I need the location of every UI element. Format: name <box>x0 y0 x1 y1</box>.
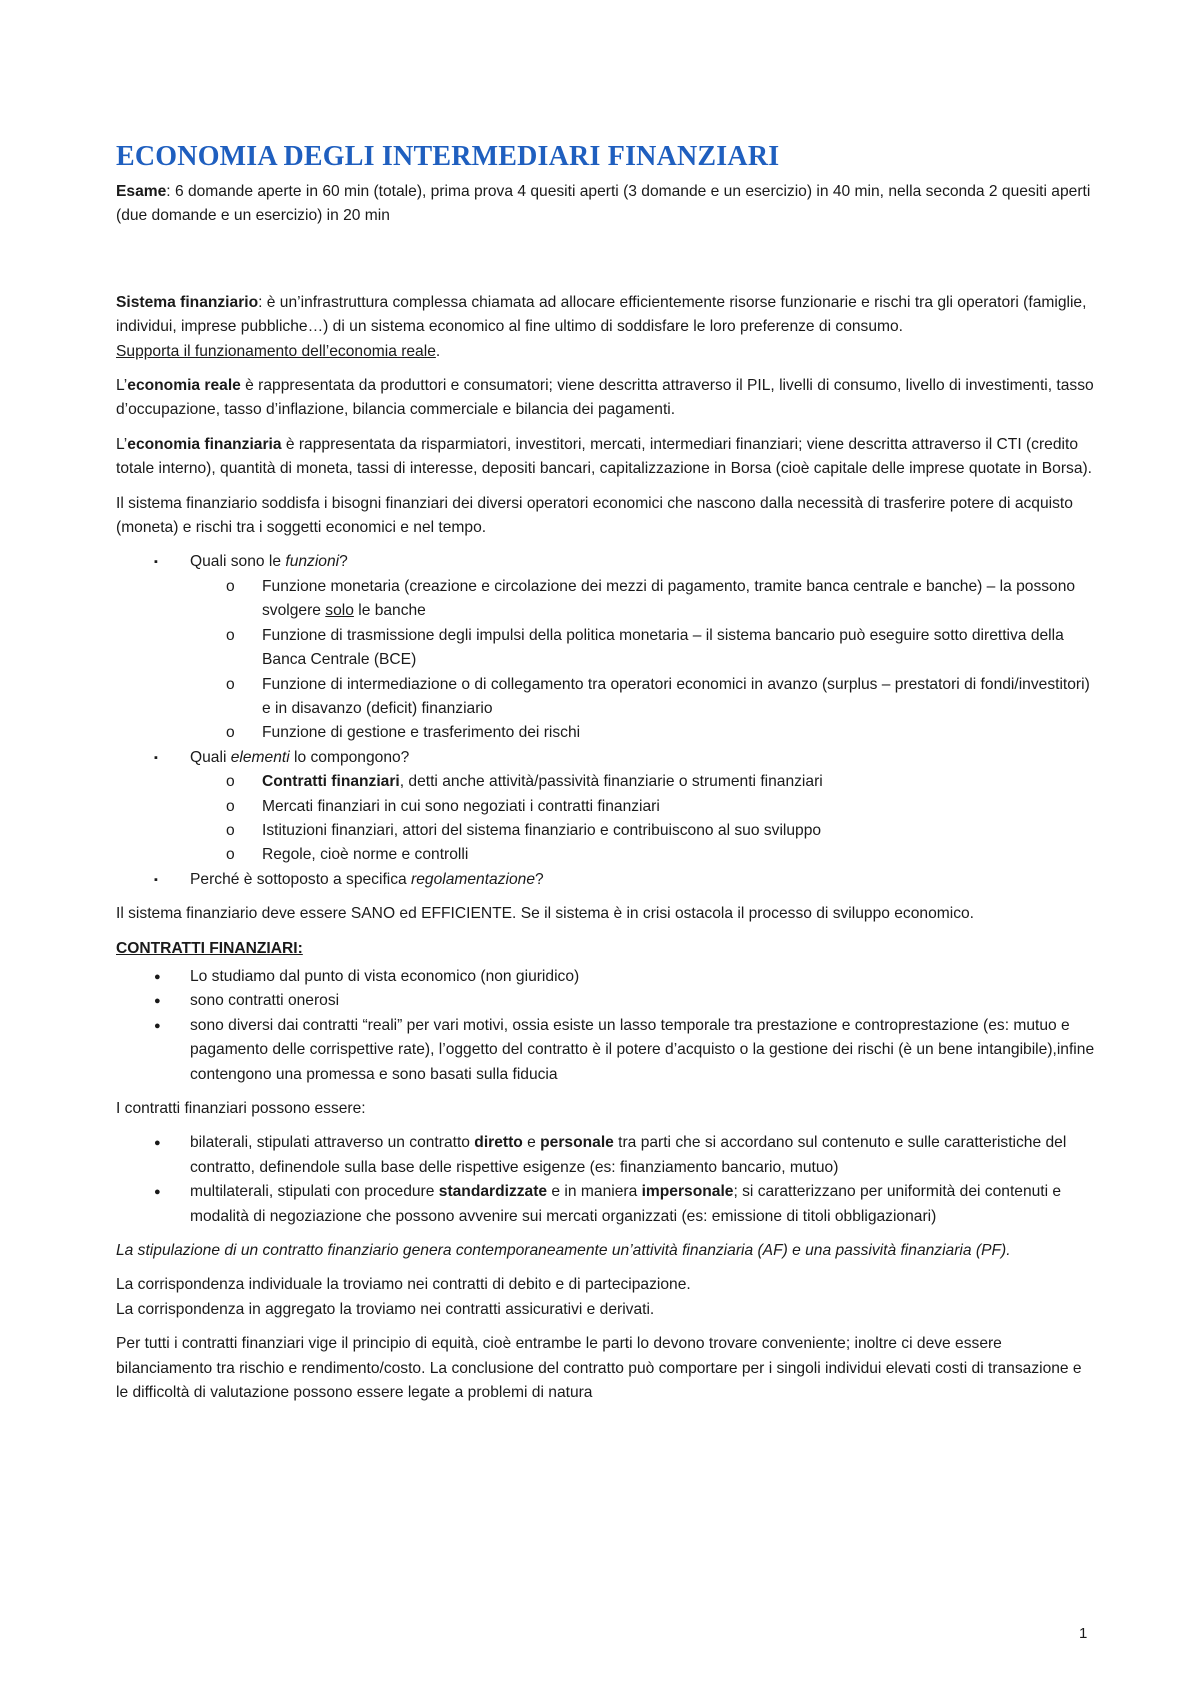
underlined-phrase: Supporta il funzionamento dell’economia reale <box>116 342 436 360</box>
contratti-list <box>116 965 1096 1087</box>
square-bullet-icon: ▪ <box>154 873 158 886</box>
circle-bullet-icon: o <box>226 724 235 742</box>
list-item: ● sono contratti onerosi <box>116 989 1096 1013</box>
page-number: 1 <box>1079 1625 1088 1642</box>
list-item: o Funzione di intermediazione o di collegamento tra operatori economici in avanzo (surplus – prestatori di fondi/investitori) e in disavanzo (deficit) finanziario <box>116 673 1096 722</box>
bullet-icon: ● <box>154 1019 161 1032</box>
soddisfa-paragraph: Il sistema finanziario soddisfa i bisogni finanziari dei diversi operatori economici che nascono dalla necessità di trasferire potere di acquisto (moneta) e rischi tra i soggetti economici e nel tempo. <box>116 494 1073 537</box>
questions-list <box>116 550 1096 892</box>
list-item: ▪ Quali elementi lo compongono? <box>116 746 1096 770</box>
list-item: o Mercati finanziari in cui sono negoziati i contratti finanziari <box>116 795 1096 819</box>
esame-label: Esame <box>116 183 167 200</box>
circle-bullet-icon: o <box>226 821 235 839</box>
tipologie-list <box>116 1131 1096 1229</box>
list-item: ▪ Quali sono le funzioni? <box>116 550 1096 574</box>
circle-bullet-icon: o <box>226 797 235 815</box>
corrispondenza-paragraph: La corrispondenza individuale la troviamo nei contratti di debito e di partecipazione. La corrispondenza in aggregato la troviamo nei contratti assicurativi e derivati. <box>116 1276 691 1318</box>
list-item: ● sono diversi dai contratti “reali” per vari motivi, ossia esiste un lasso temporale tra prestazione e controprestazione (es: mutuo e pagamento delle corrispettive rate), l’oggetto del contratto è il potere d’acquisto o la gestione dei rischi (è un bene intangibile),infine contengono una promessa e sono basati sulla fiducia <box>116 1014 1096 1087</box>
list-item: o Contratti finanziari, detti anche attività/passività finanziarie o strumenti finanziari <box>116 770 1096 794</box>
circle-bullet-icon: o <box>226 577 235 595</box>
circle-bullet-icon: o <box>226 626 235 644</box>
esame-paragraph: Esame: 6 domande aperte in 60 min (totale), prima prova 4 quesiti aperti (3 domande e un esercizio) in 40 min, nella seconda 2 quesiti aperti (due domande e un esercizio) in 20 min <box>116 183 1091 225</box>
list-item: o Funzione di gestione e trasferimento dei rischi <box>116 721 1096 745</box>
list-item: o Funzione di trasmissione degli impulsi della politica monetaria – il sistema bancario può eseguire sotto direttiva della Banca Centrale (BCE) <box>116 624 1096 673</box>
stipulazione-paragraph: La stipulazione di un contratto finanziario genera contemporaneamente un’attività finanziaria (AF) e una passività finanziaria (PF). <box>116 1242 1011 1260</box>
bullet-icon: ● <box>154 1186 161 1199</box>
equita-paragraph: Per tutti i contratti finanziari vige il principio di equità, cioè entrambe le parti lo devono trovare conveniente; inoltre ci deve essere bilanciamento tra rischio e rendimento/costo. La conclusione del contratto può comportare per i singoli individui elevati costi di transazione e le difficoltà di valutazione possono essere legate a problemi di natura <box>116 1335 1082 1402</box>
contratti-heading: CONTRATTI FINANZIARI: <box>116 939 303 957</box>
list-item: o Istituzioni finanziari, attori del sistema finanziario e contribuiscono al suo sviluppo <box>116 819 1096 843</box>
list-item: ● bilaterali, stipulati attraverso un contratto diretto e personale tra parti che si accordano sul contenuto e sulle caratteristiche del contratto, definendole sulla base delle rispettive esigenze (es: finanziamento bancario, mutuo) <box>116 1131 1096 1180</box>
list-item: ● Lo studiamo dal punto di vista economico (non giuridico) <box>116 965 1096 989</box>
bullet-icon: ● <box>154 1137 161 1150</box>
square-bullet-icon: ▪ <box>154 556 158 569</box>
document-page <box>116 140 1096 1415</box>
sano-paragraph: Il sistema finanziario deve essere SANO ed EFFICIENTE. Se il sistema è in crisi ostacola il processo di sviluppo economico. <box>116 905 974 923</box>
circle-bullet-icon: o <box>226 773 235 791</box>
list-item: ▪ Perché è sottoposto a specifica regolamentazione? <box>116 868 1096 892</box>
bullet-icon: ● <box>154 995 161 1008</box>
circle-bullet-icon: o <box>226 846 235 864</box>
sistema-paragraph: Sistema finanziario: è un’infrastruttura complessa chiamata ad allocare efficientemente risorse funzionarie e rischi tra gli operatori (famiglie, individui, imprese pubbliche…) di un sistema economico al fine ultimo di soddisfare le loro preferenze di consumo. Supporta il funzionamento dell’economia reale. <box>116 293 1087 360</box>
economia-finanziaria-paragraph: L’economia finanziaria è rappresentata da risparmiatori, investitori, mercati, intermediari finanziari; viene descritta attraverso il CTI (credito totale interno), quantità di moneta, tassi di interesse, depositi bancari, capitalizzazione in Borsa (cioè capitale delle imprese quotate in Borsa). <box>116 435 1093 478</box>
list-item: o Funzione monetaria (creazione e circolazione dei mezzi di pagamento, tramite banca centrale e banche) – la possono svolgere solo le banche <box>116 575 1096 624</box>
list-item: ● multilaterali, stipulati con procedure standardizzate e in maniera impersonale; si caratterizzano per uniformità dei contenuti e modalità di negoziazione che possono avvenire sui mercati organizzati (es: emissione di titoli obbligazionari) <box>116 1180 1096 1229</box>
economia-reale-paragraph: L’economia reale è rappresentata da produttori e consumatori; viene descritta attraverso il PIL, livelli di consumo, livello di investimenti, tasso d’occupazione, tasso d’inflazione, bilancia commerciale e bilancia dei pagamenti. <box>116 377 1094 419</box>
bullet-icon: ● <box>154 970 161 983</box>
document-title: ECONOMIA DEGLI INTERMEDIARI FINANZIARI <box>116 141 780 172</box>
possono-paragraph: I contratti finanziari possono essere: <box>116 1100 366 1117</box>
circle-bullet-icon: o <box>226 675 235 693</box>
list-item: o Regole, cioè norme e controlli <box>116 843 1096 867</box>
square-bullet-icon: ▪ <box>154 751 158 764</box>
